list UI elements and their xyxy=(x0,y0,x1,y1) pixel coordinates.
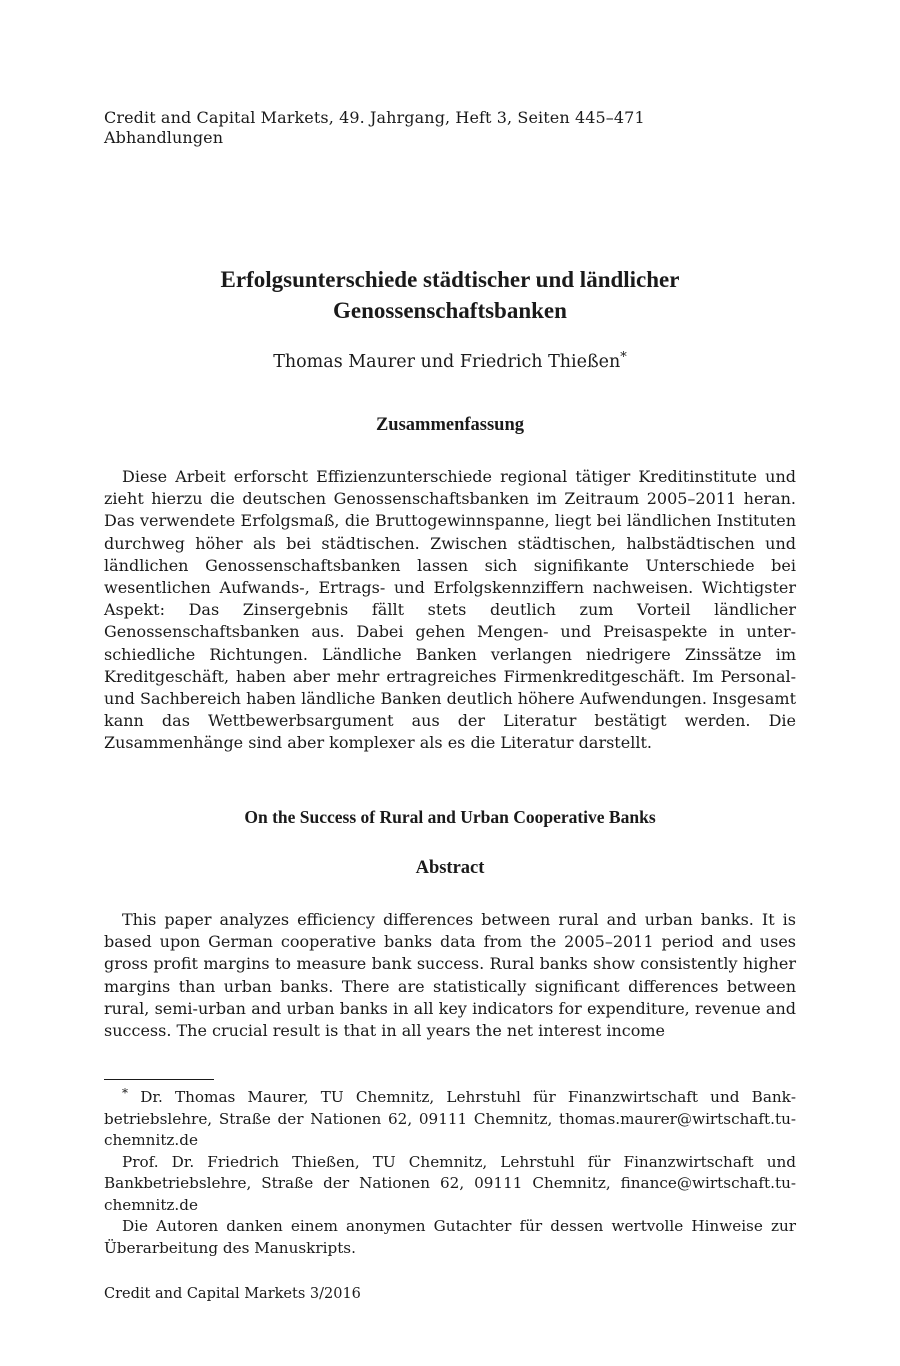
author-line xyxy=(0,350,900,374)
footnote-maurer xyxy=(104,1087,796,1152)
summary-paragraph: Diese Arbeit erforscht Effizienzunterschiede regional tätiger Kreditinstitute und zieht hierzu die deutschen Genossenschaftsbanken im Zeitraum 2005–2011 heran. Das verwendete Erfolgsmaß, die Bruttogewinnspanne, liegt bei ländlichen Instituten durchweg höher als bei städtischen. Zwischen städtischen, halbstädtischen und ländlichen Genossenschaftsbanken lassen sich signifikante Unterschiede bei wesentlichen Aufwands-, Ertrags- und Erfolgskennziffern nachweisen. Wichtigster Aspekt: Das Zinsergebnis fällt stets deutlich zum Vorteil ländlicher Genossenschaftsbanken aus. Dabei gehen Mengen- und Preisaspekte in unterschiedliche Richtungen. Ländliche Banken verlangen niedrigere Zinssätze im Kreditgeschäft, haben aber mehr ertragreiches Firmenkreditgeschäft. Im Personal- und Sachbereich haben ländliche Banken deutlich höhere Aufwendungen. Insgesamt kann das Wettbewerbsargument aus der Literatur bestätigt werden. Die Zusammenhänge sind aber komplexer als es die Literatur darstellt. xyxy=(104,467,796,753)
journal-header xyxy=(104,108,645,148)
page-footer: Credit and Capital Markets 3/2016 xyxy=(104,1286,361,1302)
paper-title xyxy=(0,264,900,326)
journal-section: Abhandlungen xyxy=(104,128,224,147)
footnote-divider xyxy=(104,1079,214,1080)
abstract-body xyxy=(104,909,796,1042)
footnote-maurer-text: Dr. Thomas Maurer, TU Chemnitz, Lehrstuhl für Finanzwirtschaft und Bankbetriebslehre, Straße der Nationen 62, 09111 Chemnitz, thomas.maurer@wirtschaft.tu-chemnitz.de xyxy=(104,1088,797,1149)
footnote-acknowledgement: Die Autoren danken einem anonymen Gutachter für dessen wertvolle Hinweise zur Überarbeitung des Manuskripts. xyxy=(104,1217,796,1257)
summary-body xyxy=(104,466,796,755)
footnote-thiessen: Prof. Dr. Friedrich Thießen, TU Chemnitz, Lehrstuhl für Finanzwirtschaft und Bankbetriebslehre, Straße der Nationen 62, 09111 Chemnitz, finance@wirtschaft.tu-chemnitz.de xyxy=(104,1152,796,1214)
journal-citation: Credit and Capital Markets, 49. Jahrgang, Heft 3, Seiten 445–471 xyxy=(104,108,645,127)
paper-title-line-1: Erfolgsunterschiede städtischer und ländlicher xyxy=(220,267,680,292)
english-title: On the Success of Rural and Urban Cooperative Banks xyxy=(244,807,656,827)
author-names: Thomas Maurer und Friedrich Thießen xyxy=(273,352,621,372)
paper-title-line-2: Genossenschaftsbanken xyxy=(333,298,567,323)
summary-heading: Zusammenfassung xyxy=(375,415,525,435)
abstract-paragraph: This paper analyzes efficiency differences between rural and urban banks. It is based upon German cooperative banks data from the 2005–2011 period and uses gross profit margins to measure bank success. Rural banks show consistently higher margins than urban banks. There are statistically significant differences between rural, semi-urban and urban banks in all key indicators for expenditure, revenue and success. The crucial result is that in all years the net interest income xyxy=(104,910,796,1041)
footnotes xyxy=(104,1087,796,1259)
abstract-heading: Abstract xyxy=(415,858,485,878)
author-footnote-marker: * xyxy=(620,350,627,365)
footnote-marker: * xyxy=(122,1086,128,1100)
